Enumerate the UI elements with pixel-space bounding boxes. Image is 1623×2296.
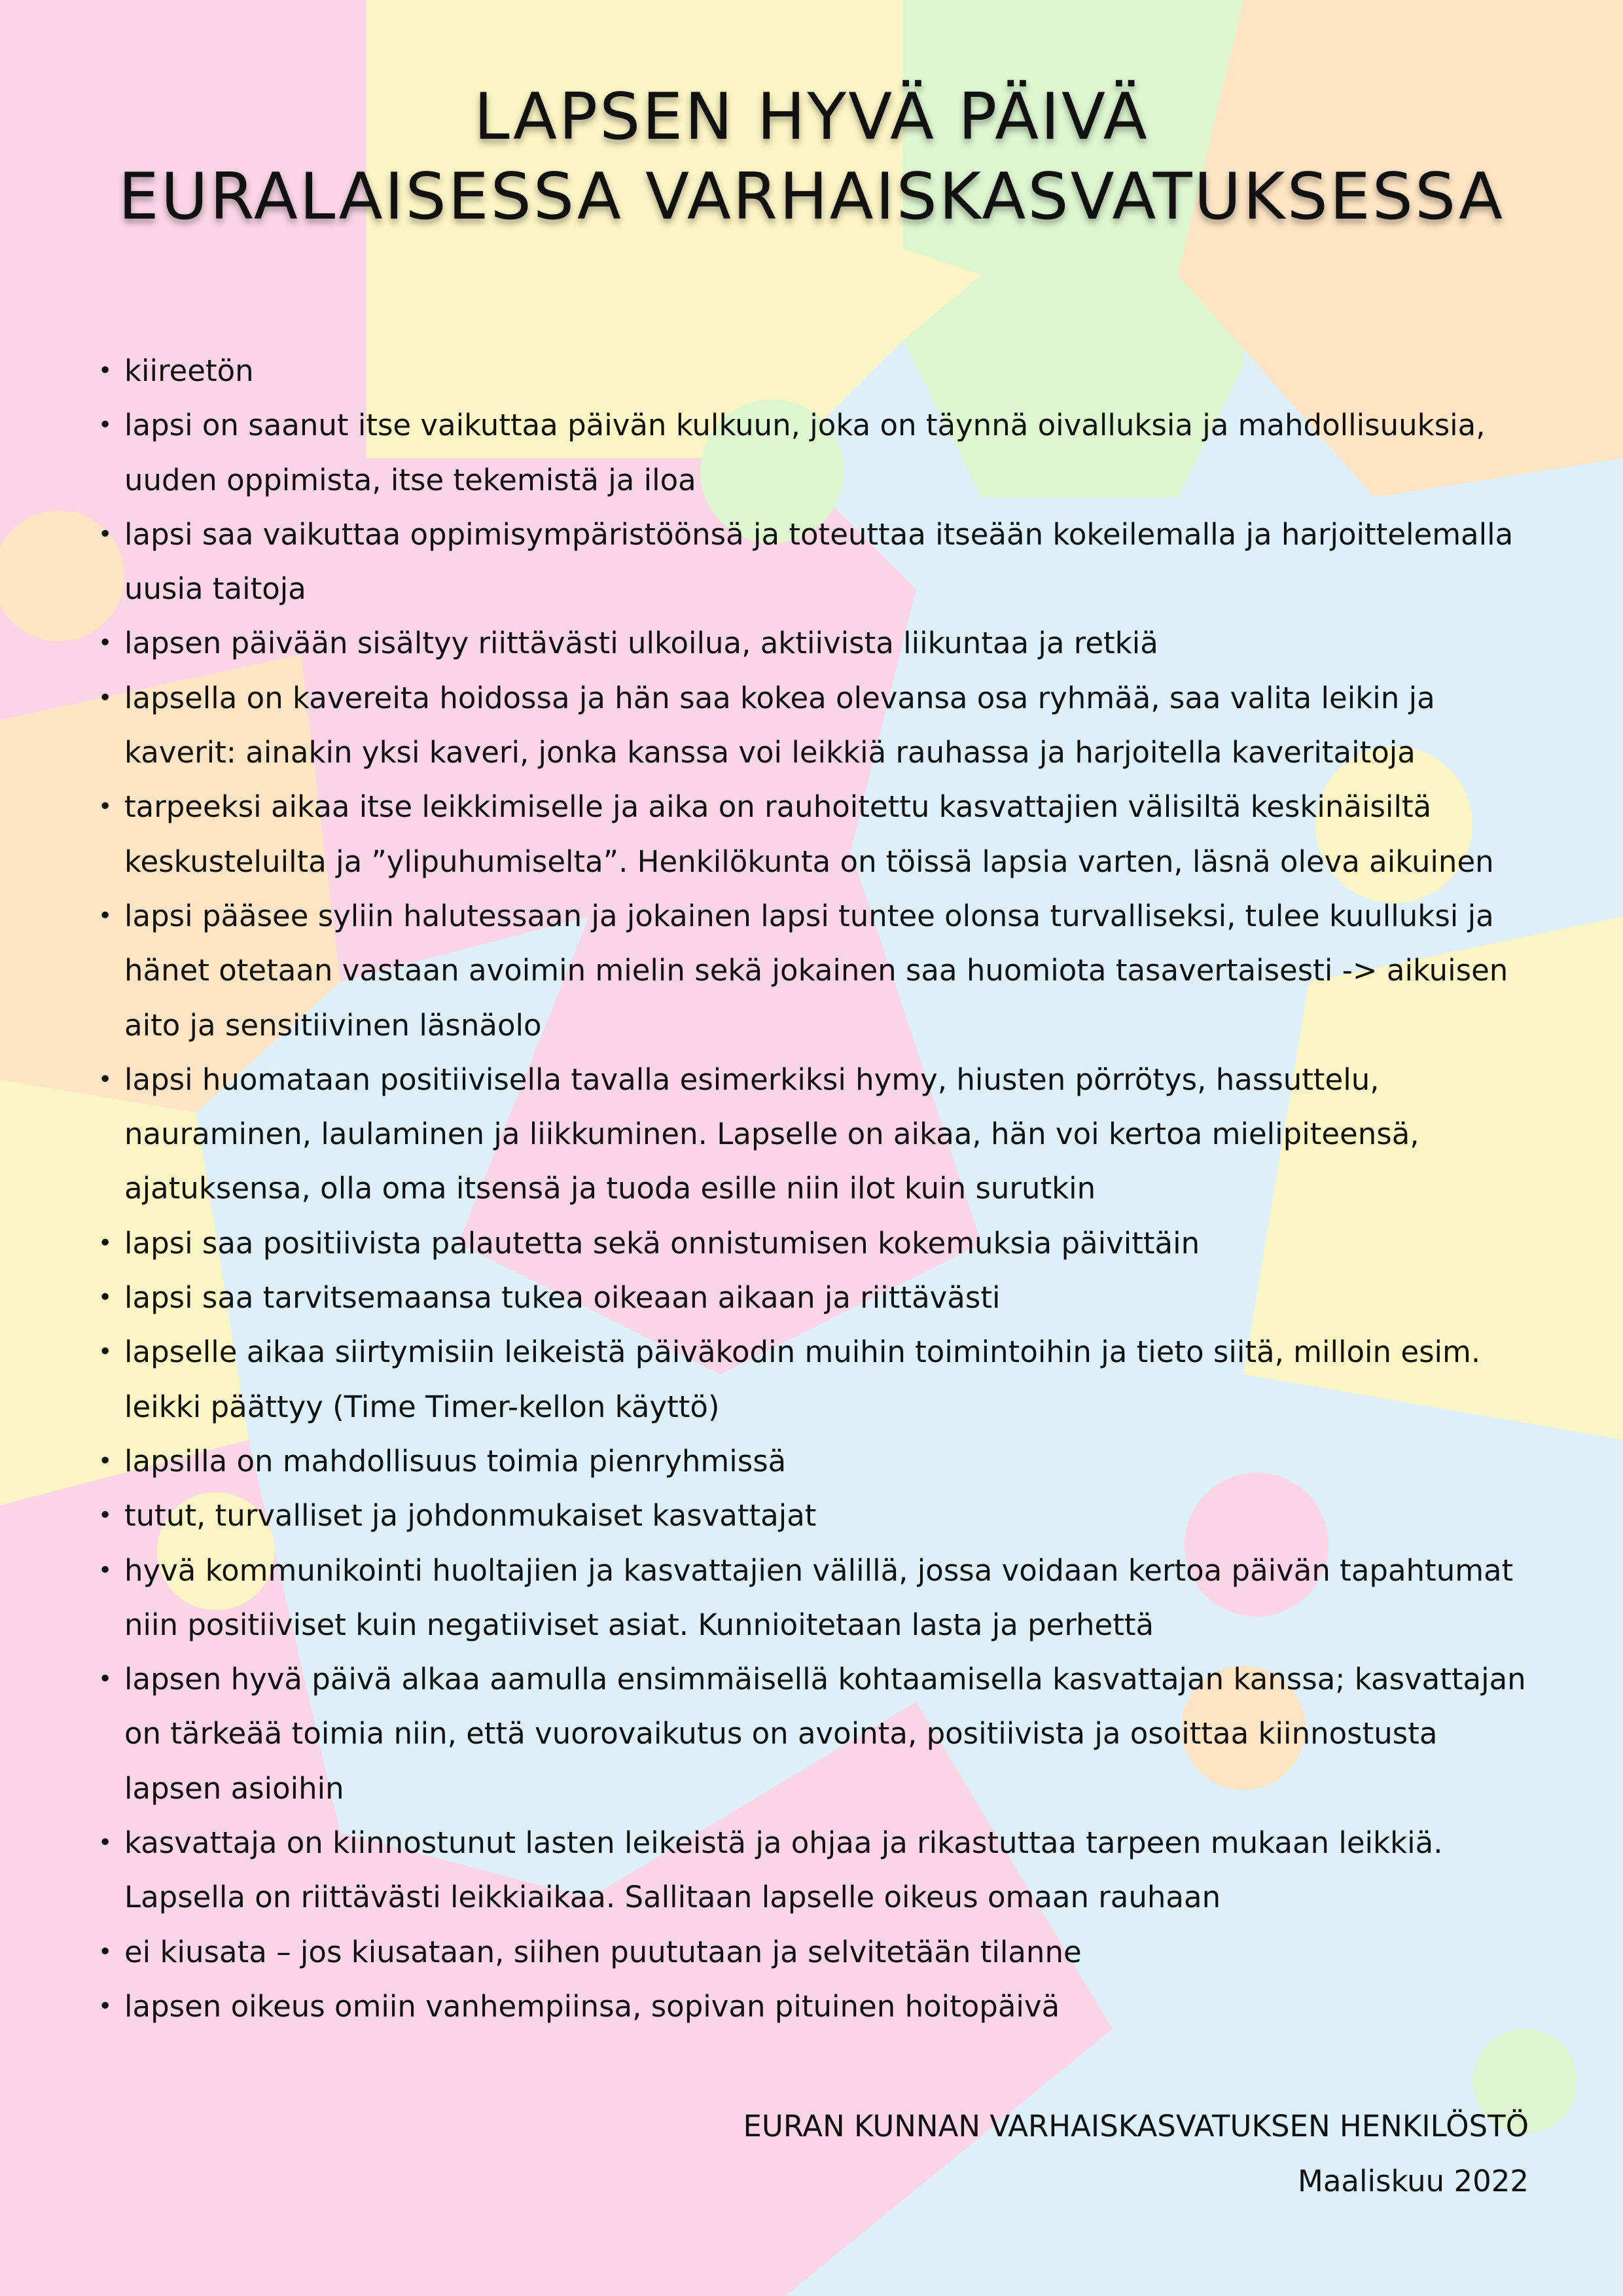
- page-title: [0, 77, 1623, 237]
- list-item-text: lapsi pääsee syliin halutessaan ja jokainen lapsi tuntee olonsa turvalliseksi, tulee kuulluksi ja hänet otetaan vastaan avoimin mielin sekä jokainen saa huomiota tasavertaisesti -> aikuisen aito ja sensitiivinen läsnäolo: [124, 898, 1508, 1043]
- bullet-icon: •: [98, 1229, 113, 1257]
- list-item-text: lapselle aikaa siirtymisiin leikeistä päiväkodin muihin toimintoihin ja tieto siitä, milloin esim. leikki päättyy (Time Timer-kellon käyttö): [124, 1335, 1481, 1424]
- list-item: [98, 1434, 1538, 1488]
- bullet-icon: •: [98, 1447, 113, 1475]
- list-item-text: lapsella on kavereita hoidossa ja hän saa kokea olevansa osa ryhmää, saa valita leikin ja kaverit: ainakin yksi kaveri, jonka kanssa voi leikkiä rauhassa ja harjoitella kaveritaitoja: [124, 680, 1435, 770]
- bullet-icon: •: [98, 1284, 113, 1312]
- list-item: [98, 1052, 1538, 1216]
- list-item: [98, 1925, 1538, 1979]
- list-item: [98, 507, 1538, 617]
- list-item: [98, 1652, 1538, 1816]
- bullet-icon: •: [98, 902, 113, 929]
- list-item-text: lapsi saa vaikuttaa oppimisympäristöönsä ja toteuttaa itseään kokeilemalla ja harjoittelemalla uusia taitoja: [124, 516, 1514, 607]
- footer-author: EURAN KUNNAN VARHAISKASVATUKSEN HENKILÖSTÖ: [743, 2109, 1529, 2144]
- list-item: [98, 1216, 1538, 1270]
- list-item: [98, 1270, 1538, 1325]
- list-item-text: lapsi huomataan positiivisella tavalla esimerkiksi hymy, hiusten pörrötys, hassuttelu, nauraminen, laulaminen ja liikkuminen. Lapselle on aikaa, hän voi kertoa mielipiteensä, ajatuksensa, olla oma itsensä ja tuoda esille niin ilot kuin surutkin: [124, 1062, 1419, 1206]
- title-line-1: LAPSEN HYVÄ PÄIVÄ: [474, 80, 1149, 154]
- bullet-icon: •: [98, 357, 113, 384]
- list-item-text: tarpeeksi aikaa itse leikkimiselle ja aika on rauhoitettu kasvattajien välisiltä keskinäisiltä keskusteluilta ja ”ylipuhumiselta”. Henkilökunta on töissä lapsia varten, läsnä oleva aikuinen: [124, 789, 1494, 879]
- bullet-icon: •: [98, 1556, 113, 1584]
- list-item-text: lapsi saa tarvitsemaansa tukea oikeaan aikaan ja riittävästi: [124, 1280, 1001, 1316]
- list-item-text: lapsi saa positiivista palautetta sekä onnistumisen kokemuksia päivittäin: [124, 1225, 1200, 1261]
- bullet-icon: •: [98, 1992, 113, 2020]
- bullet-icon: •: [98, 630, 113, 657]
- bullet-icon: •: [98, 1829, 113, 1857]
- list-item-text: kasvattaja on kiinnostunut lasten leikeistä ja ohjaa ja rikastuttaa tarpeen mukaan leikkiä. Lapsella on riittävästi leikkiaikaa. Sallitaan lapselle oikeus omaan rauhaan: [124, 1825, 1443, 1915]
- list-item: [98, 344, 1538, 398]
- list-item-text: lapsen oikeus omiin vanhempiinsa, sopivan pituinen hoitopäivä: [124, 1988, 1060, 2024]
- list-item: [98, 780, 1538, 889]
- list-item-text: hyvä kommunikointi huoltajien ja kasvattajien välillä, jossa voidaan kertoa päivän tapahtumat niin positiiviset kuin negatiiviset asiat. Kunnioitetaan lasta ja perhettä: [124, 1552, 1514, 1642]
- bullet-icon: •: [98, 520, 113, 548]
- bullet-icon: •: [98, 1066, 113, 1093]
- list-item-text: lapsilla on mahdollisuus toimia pienryhmissä: [124, 1443, 787, 1479]
- bullet-icon: •: [98, 412, 113, 439]
- list-item: [98, 1543, 1538, 1653]
- bullet-list: [98, 344, 1538, 2034]
- list-item: [98, 1488, 1538, 1543]
- footer: [743, 2099, 1529, 2209]
- bullet-icon: •: [98, 1938, 113, 1965]
- list-item: [98, 671, 1538, 780]
- title-line-2: EURALAISESSA VARHAISKASVATUKSESSA: [118, 160, 1505, 234]
- list-item: [98, 889, 1538, 1052]
- bullet-icon: •: [98, 1502, 113, 1530]
- footer-date: Maaliskuu 2022: [1298, 2164, 1529, 2198]
- list-item-text: lapsen hyvä päivä alkaa aamulla ensimmäisellä kohtaamisella kasvattajan kanssa; kasvattajan on tärkeää toimia niin, että vuorovaikutus on avointa, positiivista ja osoittaa kiinnostusta lapsen asioihin: [124, 1662, 1526, 1806]
- bullet-icon: •: [98, 1666, 113, 1693]
- bullet-icon: •: [98, 1338, 113, 1366]
- list-item-text: lapsi on saanut itse vaikuttaa päivän kulkuun, joka on täynnä oivalluksia ja mahdollisuuksia, uuden oppimista, itse tekemistä ja iloa: [124, 408, 1486, 497]
- list-item-text: ei kiusata – jos kiusataan, siihen puututaan ja selvitetään tilanne: [124, 1934, 1082, 1969]
- list-item: [98, 1325, 1538, 1434]
- bullet-icon: •: [98, 684, 113, 711]
- list-item: [98, 398, 1538, 507]
- list-item: [98, 616, 1538, 670]
- list-item-text: kiireetön: [124, 353, 254, 388]
- list-item: [98, 1979, 1538, 2034]
- list-item: [98, 1816, 1538, 1925]
- list-item-text: lapsen päivään sisältyy riittävästi ulkoilua, aktiivista liikuntaa ja retkiä: [124, 626, 1158, 661]
- bullet-icon: •: [98, 793, 113, 821]
- list-item-text: tutut, turvalliset ja johdonmukaiset kasvattajat: [124, 1498, 817, 1534]
